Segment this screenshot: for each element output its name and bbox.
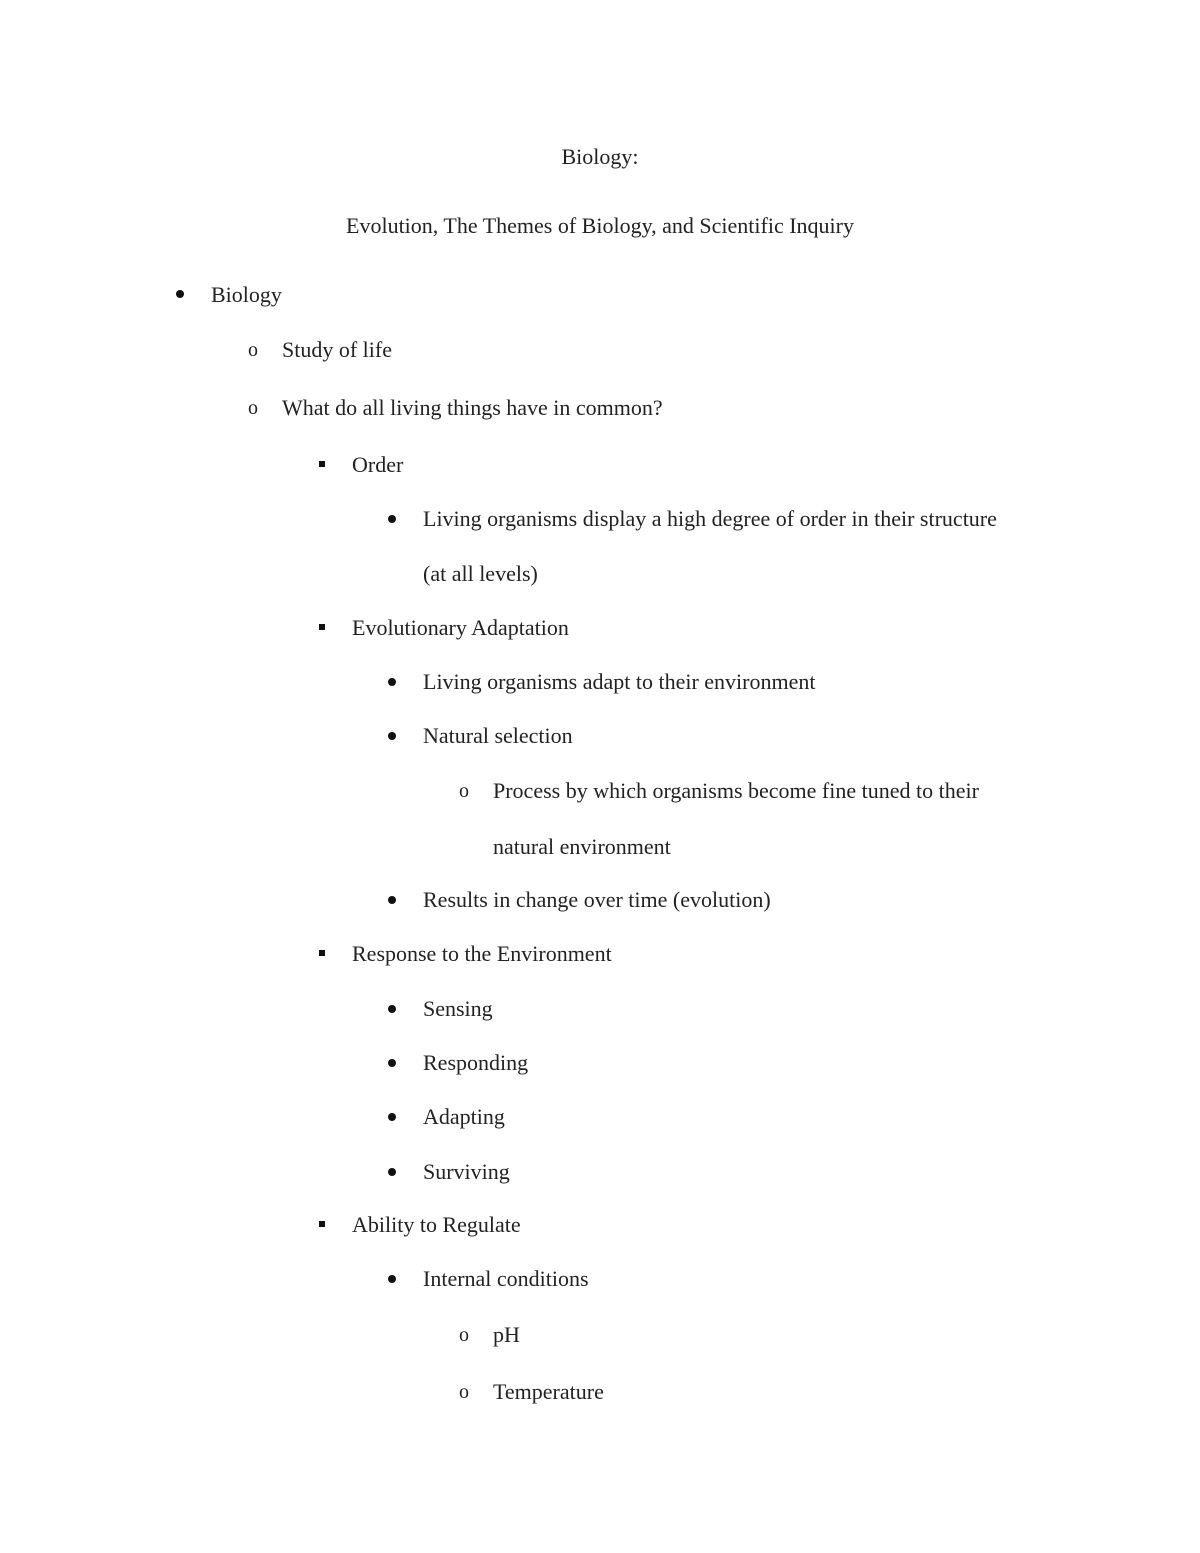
list-item-biology: Biology (211, 282, 282, 307)
bullet-dot-icon (388, 1059, 396, 1067)
bullet-dot-icon (388, 515, 396, 523)
bullet-circle-icon: o (459, 1381, 469, 1403)
list-item-evolutionary-adaptation: Evolutionary Adaptation (352, 615, 569, 640)
bullet-dot-icon (176, 290, 184, 298)
bullet-dot-icon (388, 896, 396, 904)
bullet-circle-icon: o (459, 780, 469, 802)
list-item-process-cont: natural environment (493, 834, 671, 859)
list-item-ph: pH (493, 1322, 520, 1347)
document-title: Biology: (561, 144, 639, 169)
bullet-dot-icon (388, 1113, 396, 1121)
list-item-sensing: Sensing (423, 996, 493, 1021)
list-item-order-detail-cont: (at all levels) (423, 561, 538, 586)
document-subtitle: Evolution, The Themes of Biology, and Scientific Inquiry (346, 213, 854, 238)
list-item-common: What do all living things have in common? (282, 395, 663, 420)
list-item-process: Process by which organisms become fine tuned to their (493, 778, 979, 803)
list-item-results: Results in change over time (evolution) (423, 887, 771, 912)
list-item-response: Response to the Environment (352, 941, 612, 966)
bullet-square-icon (319, 1221, 325, 1227)
bullet-dot-icon (388, 1168, 396, 1176)
bullet-square-icon (319, 461, 325, 467)
bullet-square-icon (319, 624, 325, 630)
list-item-surviving: Surviving (423, 1159, 510, 1184)
list-item-adapting: Adapting (423, 1104, 505, 1129)
bullet-dot-icon (388, 732, 396, 740)
list-item-regulate: Ability to Regulate (352, 1212, 521, 1237)
list-item-temperature: Temperature (493, 1379, 604, 1404)
bullet-circle-icon: o (459, 1324, 469, 1346)
bullet-dot-icon (388, 678, 396, 686)
list-item-order-detail: Living organisms display a high degree of order in their structure (423, 506, 997, 531)
list-item-responding: Responding (423, 1050, 529, 1075)
bullet-circle-icon: o (248, 397, 258, 419)
list-item-internal-conditions: Internal conditions (423, 1266, 589, 1291)
list-item-adapt-env: Living organisms adapt to their environment (423, 669, 816, 694)
bullet-circle-icon: o (248, 339, 258, 361)
list-item-order: Order (352, 452, 404, 477)
bullet-square-icon (319, 950, 325, 956)
bullet-dot-icon (388, 1005, 396, 1013)
list-item-study-of-life: Study of life (282, 337, 392, 362)
bullet-dot-icon (388, 1275, 396, 1283)
list-item-natural-selection: Natural selection (423, 723, 573, 748)
